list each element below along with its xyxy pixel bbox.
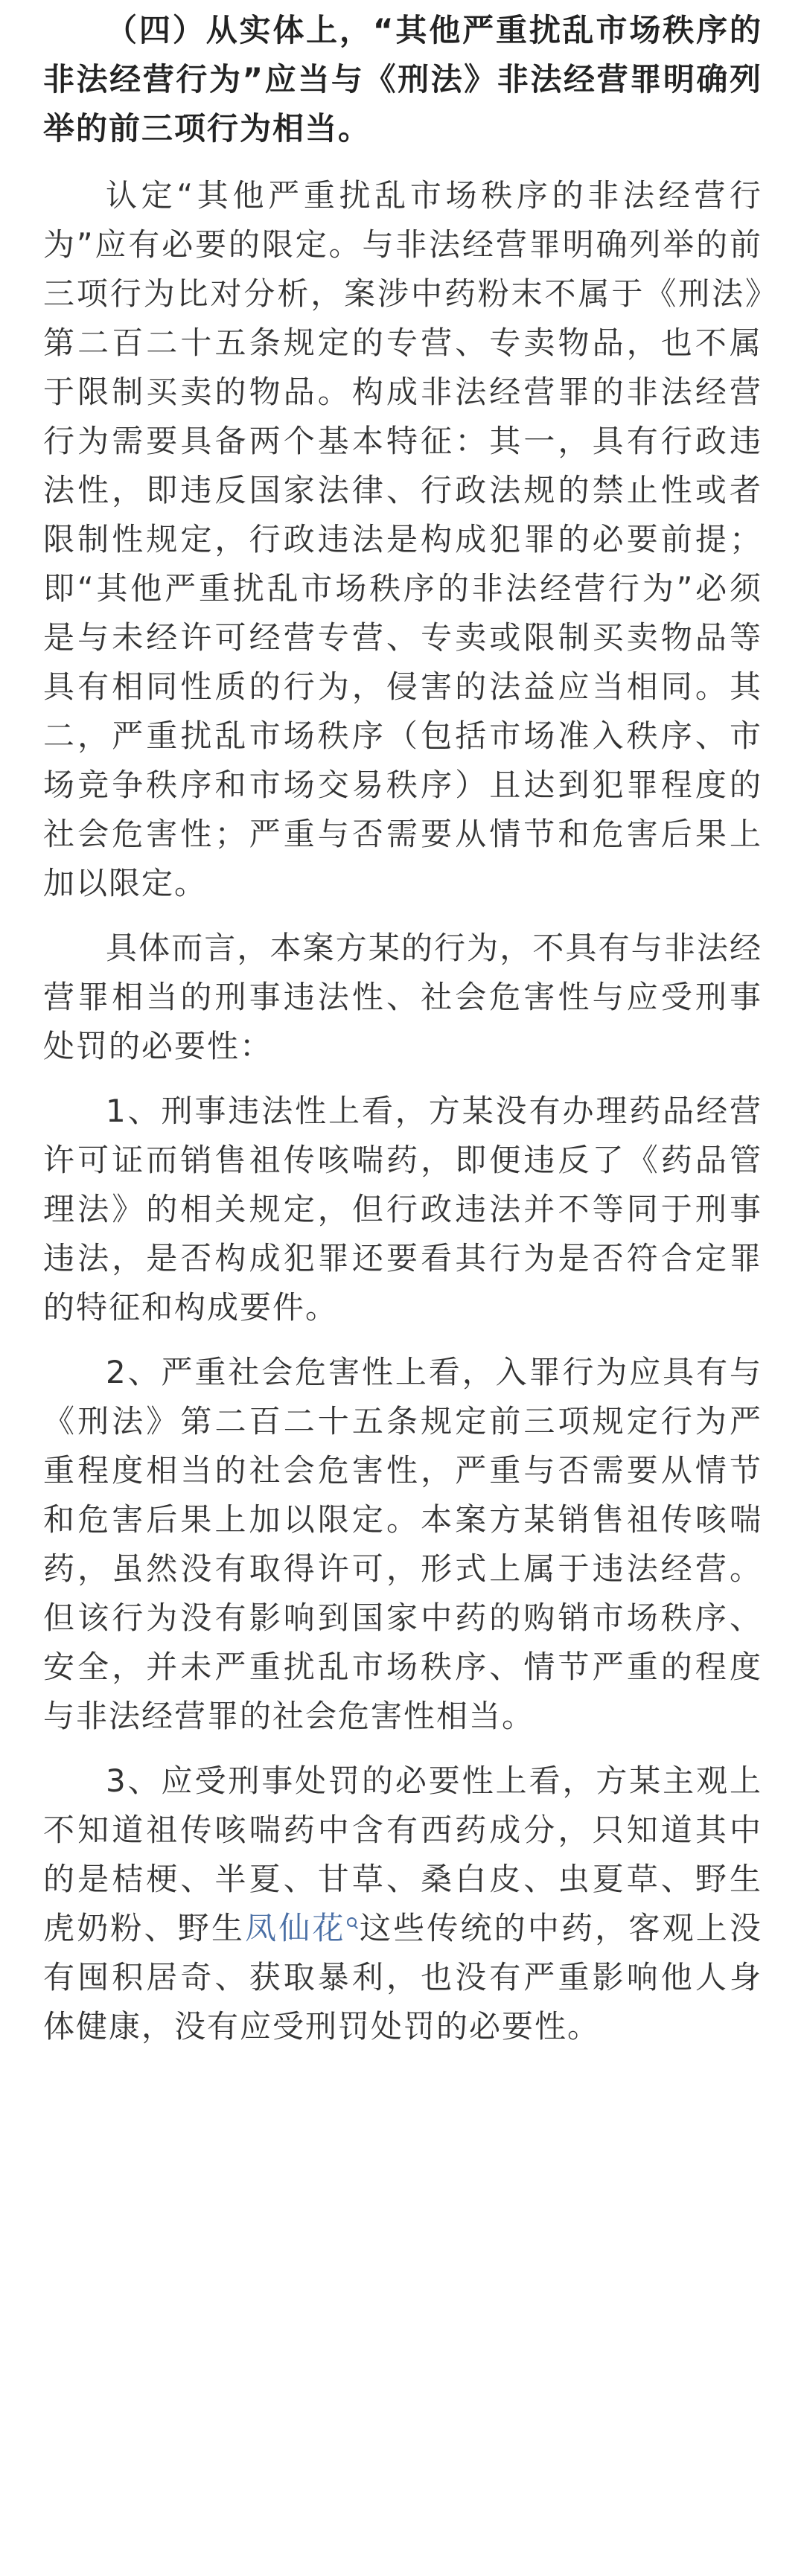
section-heading: （四）从实体上，“其他严重扰乱市场秩序的非法经营行为”应当与《刑法》非法经营罪明确列举的前三项行为相当。: [43, 12, 762, 147]
fengxianhua-search-link[interactable]: 凤仙花: [245, 1910, 346, 1946]
paragraph-punishment-text-before: 3、应受刑事处罚的必要性上看，方某主观上不知道祖传咳喘药中含有西药成分，只知道其中的是桔梗、半夏、甘草、桑白皮、虫夏草、野生虎奶粉、野生: [43, 1762, 762, 1946]
article-body: [43, 6, 762, 2067]
search-icon[interactable]: [347, 1917, 357, 1928]
paragraph-specifics: 具体而言，本案方某的行为，不具有与非法经营罪相当的刑事违法性、社会危害性与应受刑事处罚的必要性：: [43, 930, 762, 1064]
paragraph-punishment-text-after: 这些传统的中药，客观上没有囤积居奇、获取暴利，也没有严重影响他人身体健康，没有应受刑罚处罚的必要性。: [43, 1910, 762, 2045]
paragraph-criminal-illegality: 1、刑事违法性上看，方某没有办理药品经营许可证而销售祖传咳喘药，即便违反了《药品管理法》的相关规定，但行政违法并不等同于刑事违法，是否构成犯罪还要看其行为是否符合定罪的特征和构成要件。: [43, 1093, 762, 1326]
paragraph-punishment-necessity: [43, 1757, 762, 2051]
paragraph-definition: 认定“其他严重扰乱市场秩序的非法经营行为”应有必要的限定。与非法经营罪明确列举的前三项行为比对分析，案涉中药粉末不属于《刑法》第二百二十五条规定的专营、专卖物品，也不属于限制买卖的物品。构成非法经营罪的非法经营行为需要具备两个基本特征：其一，具有行政违法性，即违反国家法律、行政法规的禁止性或者限制性规定，行政违法是构成犯罪的必要前提；即“其他严重扰乱市场秩序的非法经营行为”必须是与未经许可经营专营、专卖或限制买卖物品等具有相同性质的行为，侵害的法益应当相同。其二，严重扰乱市场秩序（包括市场准入秩序、市场竞争秩序和市场交易秩序）且达到犯罪程度的社会危害性；严重与否需要从情节和危害后果上加以限定。: [43, 177, 762, 901]
paragraph-social-harm: 2、严重社会危害性上看，入罪行为应具有与《刑法》第二百二十五条规定前三项规定行为严重程度相当的社会危害性，严重与否需要从情节和危害后果上加以限定。本案方某销售祖传咳喘药，虽然没有取得许可，形式上属于违法经营。但该行为没有影响到国家中药的购销市场秩序、安全，并未严重扰乱市场秩序、情节严重的程度与非法经营罪的社会危害性相当。: [43, 1354, 762, 1734]
